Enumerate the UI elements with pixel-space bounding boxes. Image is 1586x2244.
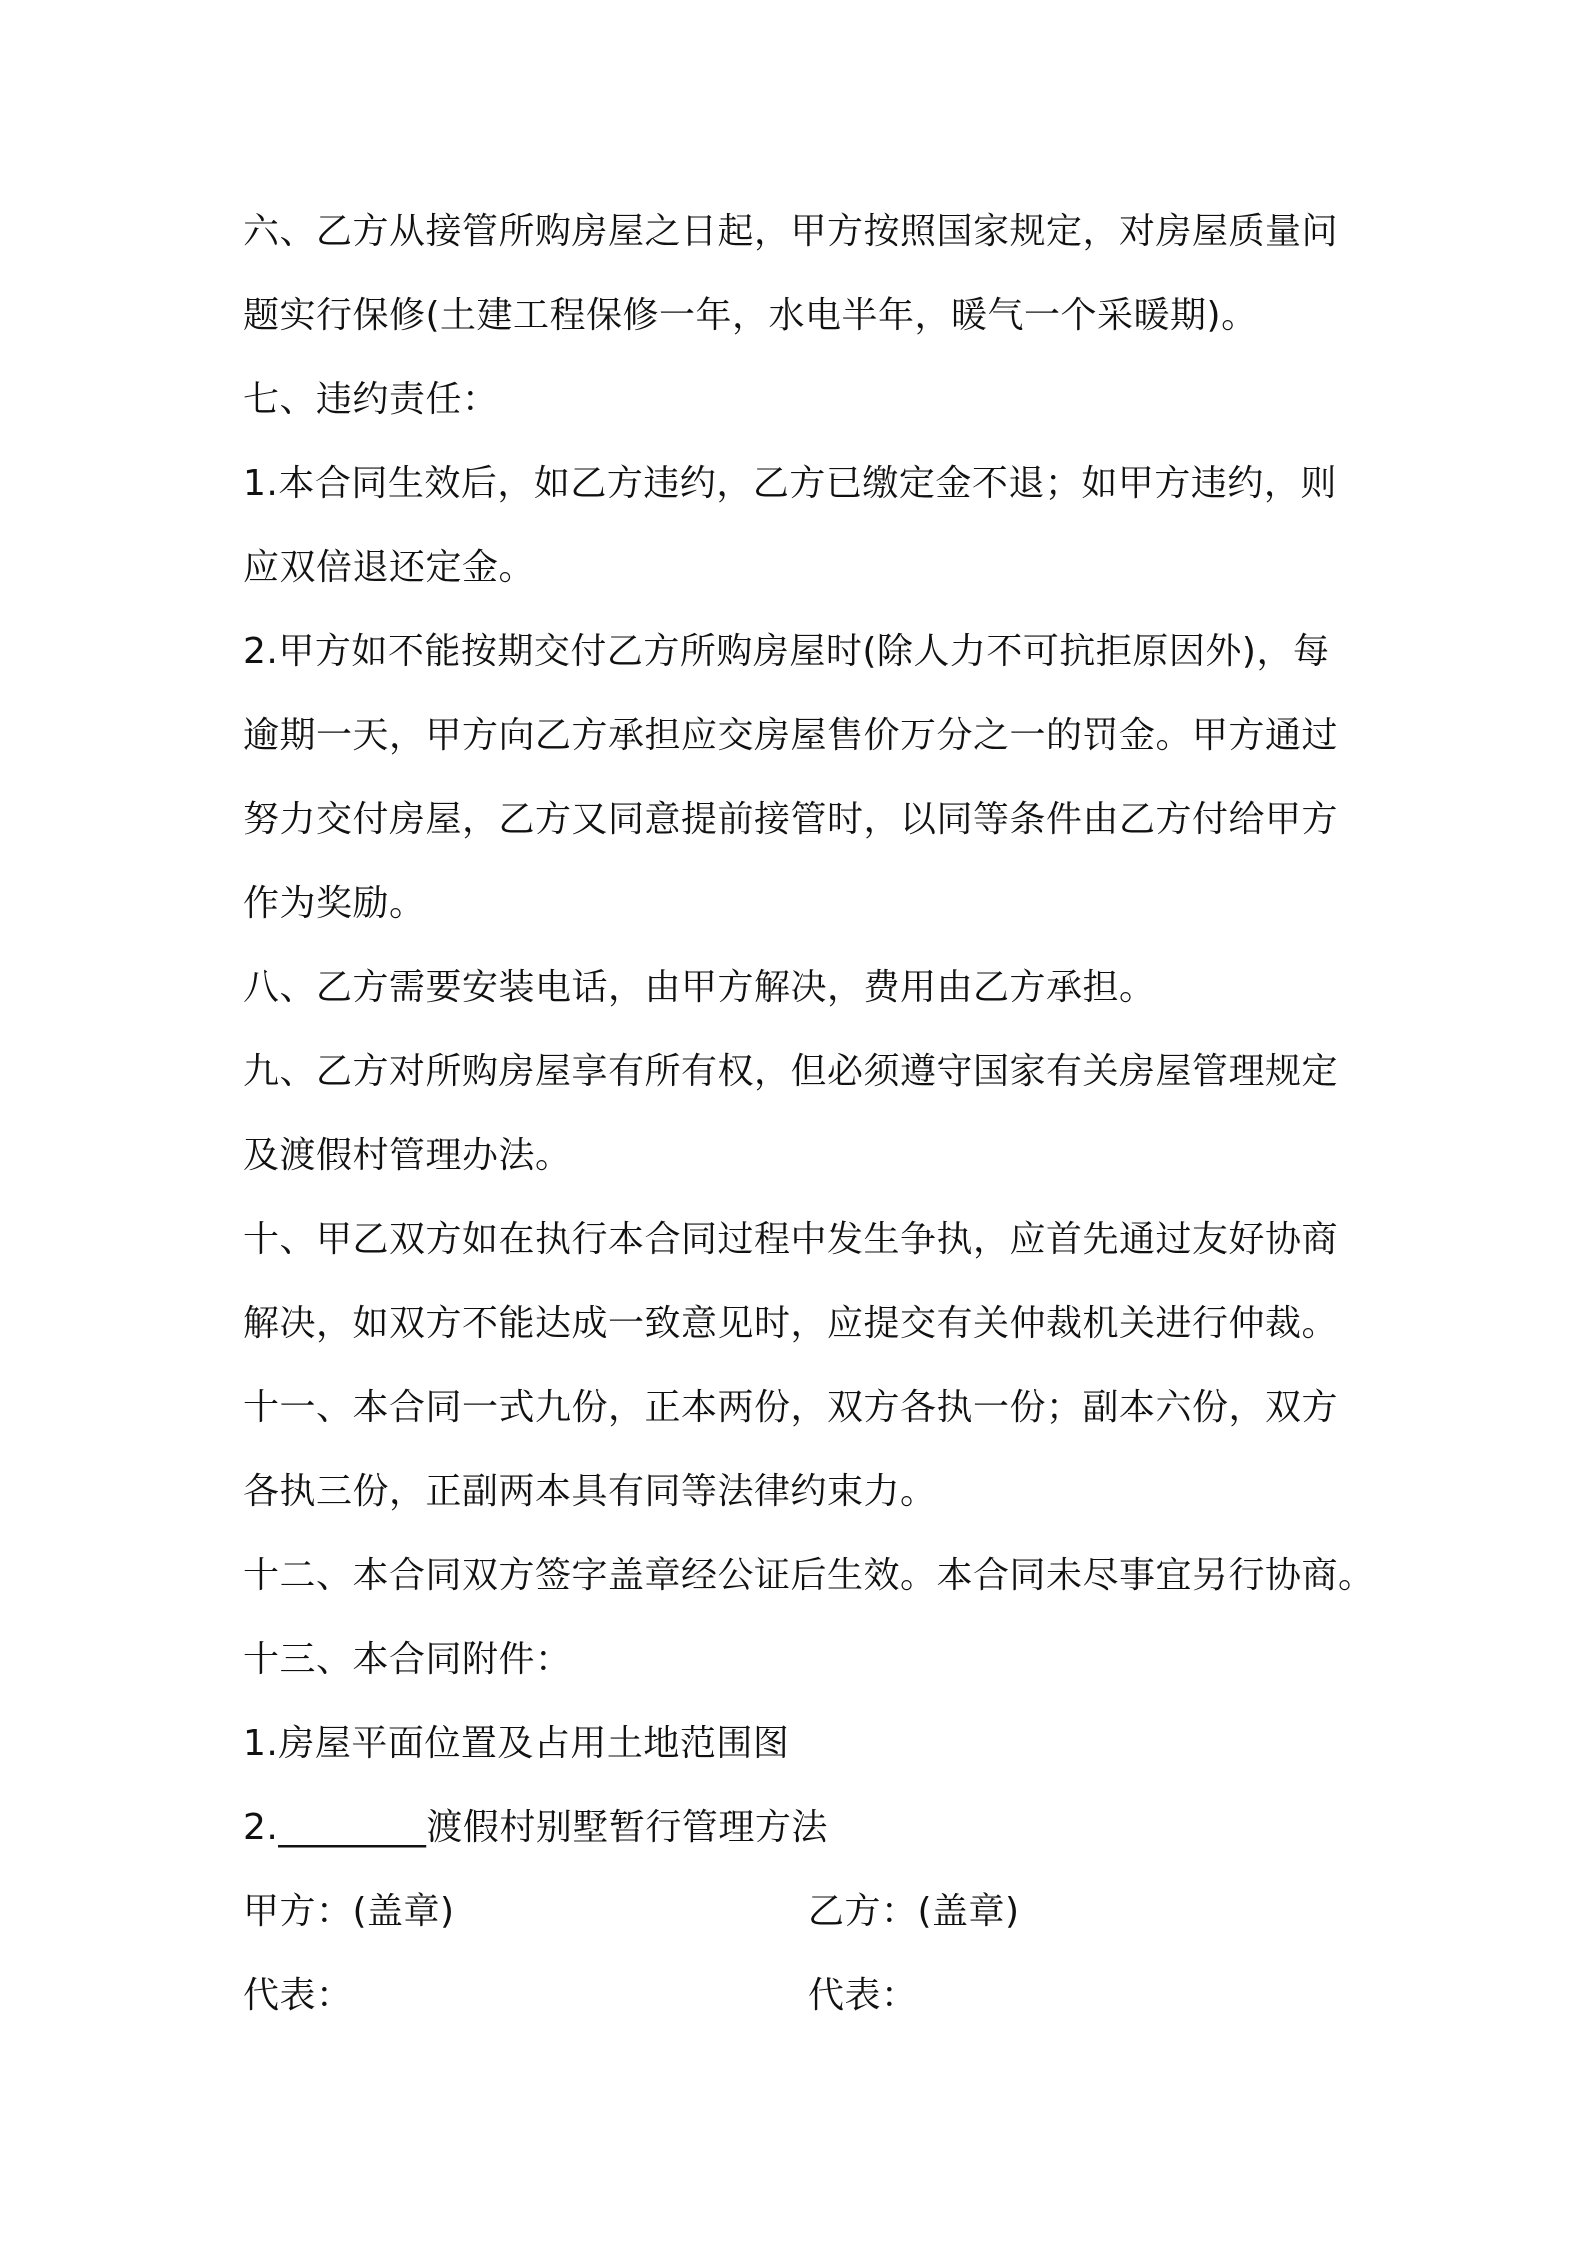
party-b-seal: 乙方：(盖章) (808, 1891, 1020, 1932)
clause-6-line-2: 题实行保修(土建工程保修一年，水电半年，暖气一个采暖期)。 (243, 295, 1258, 336)
party-b-representative: 代表： (808, 1975, 918, 2016)
clause-11-line-1: 十一、本合同一式九份，正本两份，双方各执一份；副本六份，双方 (243, 1387, 1339, 1428)
clause-9-line-1: 九、乙方对所购房屋享有所有权，但必须遵守国家有关房屋管理规定 (243, 1051, 1339, 1092)
clause-12: 十二、本合同双方签字盖章经公证后生效。本合同未尽事宜另行协商。 (243, 1555, 1375, 1596)
contract-page (243, 190, 1375, 2038)
clause-10-line-1: 十、甲乙双方如在执行本合同过程中发生争执，应首先通过友好协商 (243, 1219, 1339, 1260)
clause-7-item-2-line-4: 作为奖励。 (243, 883, 426, 924)
clause-7-item-2-line-3: 努力交付房屋，乙方又同意提前接管时，以同等条件由乙方付给甲方 (243, 799, 1339, 840)
party-a-representative: 代表： (243, 1975, 353, 2016)
attachment-1: 1.房屋平面位置及占用土地范围图 (243, 1723, 790, 1764)
clause-7-item-2-line-2: 逾期一天，甲方向乙方承担应交房屋售价万分之一的罚金。甲方通过 (243, 715, 1339, 756)
clause-6-line-1: 六、乙方从接管所购房屋之日起，甲方按照国家规定，对房屋质量问 (243, 211, 1339, 252)
signature-seal-row (243, 1870, 1358, 1954)
party-a-seal: 甲方：(盖章) (243, 1891, 455, 1932)
clause-10-line-2: 解决，如双方不能达成一致意见时，应提交有关仲裁机关进行仲裁。 (243, 1303, 1339, 1344)
clause-7-heading: 七、违约责任： (243, 379, 499, 420)
clause-9-line-2: 及渡假村管理办法。 (243, 1135, 572, 1176)
signature-rep-row (243, 1954, 1358, 2038)
clause-7-item-1-line-1: 1.本合同生效后，如乙方违约，乙方已缴定金不退；如甲方违约，则 (243, 463, 1337, 504)
clause-7-item-2-line-1: 2.甲方如不能按期交付乙方所购房屋时(除人力不可抗拒原因外)，每 (243, 631, 1330, 672)
clause-11-line-2: 各执三份，正副两本具有同等法律约束力。 (243, 1471, 937, 1512)
clause-13-heading: 十三、本合同附件： (243, 1639, 572, 1680)
clause-7-item-1-line-2: 应双倍退还定金。 (243, 547, 536, 588)
attachment-2: 2.________渡假村别墅暂行管理方法 (243, 1807, 828, 1848)
clause-8: 八、乙方需要安装电话，由甲方解决，费用由乙方承担。 (243, 967, 1156, 1008)
